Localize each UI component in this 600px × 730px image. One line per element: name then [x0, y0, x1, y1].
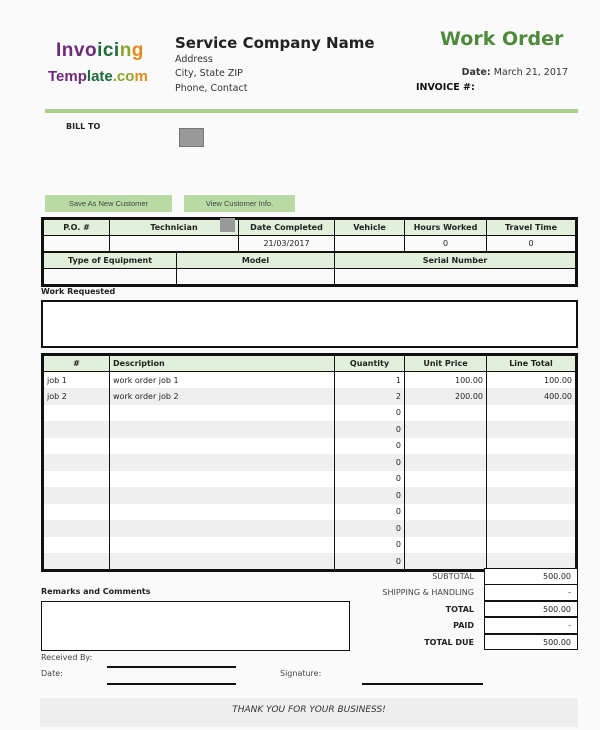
work-requested-label: Work Requested [41, 287, 116, 296]
header-serial-number: Serial Number [335, 253, 576, 269]
item-description[interactable] [110, 520, 335, 537]
item-line-total[interactable]: 400.00 [487, 388, 576, 405]
totals-value: - [484, 584, 578, 601]
item-unit-price[interactable]: 100.00 [405, 372, 487, 389]
item-quantity[interactable]: 0 [335, 421, 405, 438]
table-row [44, 454, 576, 471]
item-number[interactable] [44, 471, 110, 488]
divider [45, 109, 578, 113]
item-number[interactable] [44, 520, 110, 537]
item-line-total[interactable] [487, 471, 576, 488]
item-number[interactable]: job 2 [44, 388, 110, 405]
equipment-type-cell[interactable] [44, 269, 177, 285]
item-line-total[interactable] [487, 421, 576, 438]
received-by-label: Received By: [41, 653, 93, 662]
date-sign-label: Date: [41, 669, 63, 678]
header-line-total: Line Total [487, 356, 576, 372]
technician-picker-button[interactable] [220, 218, 235, 232]
item-quantity[interactable]: 0 [335, 537, 405, 554]
table-row [44, 438, 576, 455]
item-number[interactable]: job 1 [44, 372, 110, 389]
item-description[interactable] [110, 537, 335, 554]
date-completed-cell[interactable]: 21/03/2017 [239, 236, 335, 252]
totals-label: TOTAL [445, 604, 474, 614]
date-value: March 21, 2017 [493, 67, 568, 78]
item-quantity[interactable]: 0 [335, 471, 405, 488]
view-customer-info-button[interactable]: View Customer Info. [184, 195, 295, 212]
date-line[interactable] [107, 683, 236, 685]
company-phone: Phone, Contact [175, 83, 248, 94]
header-description: Description [110, 356, 335, 372]
header-model: Model [177, 253, 335, 269]
totals-label: TOTAL DUE [424, 637, 474, 647]
table-row [44, 520, 576, 537]
items-table [41, 353, 578, 572]
item-description[interactable] [110, 504, 335, 521]
item-quantity[interactable]: 0 [335, 553, 405, 570]
serial-number-cell[interactable] [335, 269, 576, 285]
travel-time-cell[interactable]: 0 [487, 236, 576, 252]
item-quantity[interactable]: 2 [335, 388, 405, 405]
totals-value: - [484, 617, 578, 634]
model-cell[interactable] [177, 269, 335, 285]
item-description[interactable] [110, 405, 335, 422]
item-unit-price[interactable]: 200.00 [405, 388, 487, 405]
work-requested-input[interactable] [41, 300, 578, 348]
vehicle-cell[interactable] [335, 236, 405, 252]
item-line-total[interactable] [487, 537, 576, 554]
item-unit-price[interactable] [405, 520, 487, 537]
header-number: # [44, 356, 110, 372]
item-unit-price[interactable] [405, 454, 487, 471]
technician-cell[interactable] [110, 236, 239, 252]
item-number[interactable] [44, 487, 110, 504]
item-quantity[interactable]: 0 [335, 438, 405, 455]
header-travel-time: Travel Time [487, 220, 576, 236]
item-line-total[interactable] [487, 438, 576, 455]
item-unit-price[interactable] [405, 537, 487, 554]
item-description[interactable] [110, 553, 335, 570]
item-number[interactable] [44, 438, 110, 455]
thank-you-banner: THANK YOU FOR YOUR BUSINESS! [40, 698, 578, 727]
item-quantity[interactable]: 0 [335, 454, 405, 471]
table-row [44, 537, 576, 554]
item-number[interactable] [44, 421, 110, 438]
header-po: P.O. # [44, 220, 110, 236]
save-new-customer-button[interactable]: Save As New Customer [45, 195, 172, 212]
bill-to-label: BILL TO [66, 122, 101, 131]
hours-worked-cell[interactable]: 0 [405, 236, 487, 252]
table-row [44, 421, 576, 438]
table-row [44, 388, 576, 405]
company-city: City, State ZIP [175, 68, 243, 79]
item-description[interactable] [110, 471, 335, 488]
table-row [44, 372, 576, 389]
table-row [44, 471, 576, 488]
header-quantity: Quantity [335, 356, 405, 372]
company-name: Service Company Name [175, 34, 375, 52]
header-technician: Technician [110, 220, 239, 236]
table-row [44, 487, 576, 504]
item-line-total[interactable] [487, 487, 576, 504]
customer-picker-button[interactable] [179, 128, 204, 147]
remarks-input[interactable] [41, 601, 350, 651]
totals-label: SUBTOTAL [432, 572, 474, 581]
remarks-label: Remarks and Comments [41, 587, 151, 596]
item-description[interactable]: work order job 2 [110, 388, 335, 405]
signature-line[interactable] [362, 683, 483, 685]
item-quantity[interactable]: 0 [335, 504, 405, 521]
item-number[interactable] [44, 553, 110, 570]
item-number[interactable] [44, 537, 110, 554]
item-number[interactable] [44, 454, 110, 471]
header-hours-worked: Hours Worked [405, 220, 487, 236]
item-unit-price[interactable] [405, 553, 487, 570]
logo-line2: Template.com [48, 68, 148, 85]
po-cell[interactable] [44, 236, 110, 252]
item-unit-price[interactable] [405, 405, 487, 422]
item-line-total[interactable]: 100.00 [487, 372, 576, 389]
invoice-number-label: INVOICE #: [416, 82, 475, 93]
totals-value: 500.00 [484, 601, 578, 618]
job-details-table [41, 217, 578, 287]
document-title: Work Order [440, 28, 564, 50]
item-quantity[interactable]: 1 [335, 372, 405, 389]
item-line-total[interactable] [487, 405, 576, 422]
received-by-line[interactable] [107, 666, 236, 668]
item-line-total[interactable] [487, 454, 576, 471]
item-number[interactable] [44, 504, 110, 521]
header-equipment-type: Type of Equipment [44, 253, 177, 269]
table-row [44, 405, 576, 422]
totals-label: PAID [453, 621, 474, 631]
item-unit-price[interactable] [405, 438, 487, 455]
item-quantity[interactable]: 0 [335, 520, 405, 537]
date-label: Date: [461, 67, 491, 78]
item-description[interactable] [110, 487, 335, 504]
item-unit-price[interactable] [405, 471, 487, 488]
item-quantity[interactable]: 0 [335, 487, 405, 504]
header-date-completed: Date Completed [239, 220, 335, 236]
company-address: Address [175, 54, 213, 65]
totals-value: 500.00 [484, 634, 578, 651]
totals-label: SHIPPING & HANDLING [382, 588, 474, 598]
item-unit-price[interactable] [405, 504, 487, 521]
item-description[interactable] [110, 421, 335, 438]
item-description[interactable] [110, 454, 335, 471]
header-unit-price: Unit Price [405, 356, 487, 372]
item-line-total[interactable] [487, 504, 576, 521]
header-vehicle: Vehicle [335, 220, 405, 236]
item-number[interactable] [44, 405, 110, 422]
logo-line1: Invoicing [56, 40, 144, 61]
item-description[interactable] [110, 438, 335, 455]
table-row [44, 504, 576, 521]
item-description[interactable]: work order job 1 [110, 372, 335, 389]
item-unit-price[interactable] [405, 487, 487, 504]
item-quantity[interactable]: 0 [335, 405, 405, 422]
signature-label: Signature: [280, 669, 322, 678]
item-unit-price[interactable] [405, 421, 487, 438]
totals-value: 500.00 [484, 568, 578, 585]
item-line-total[interactable] [487, 520, 576, 537]
